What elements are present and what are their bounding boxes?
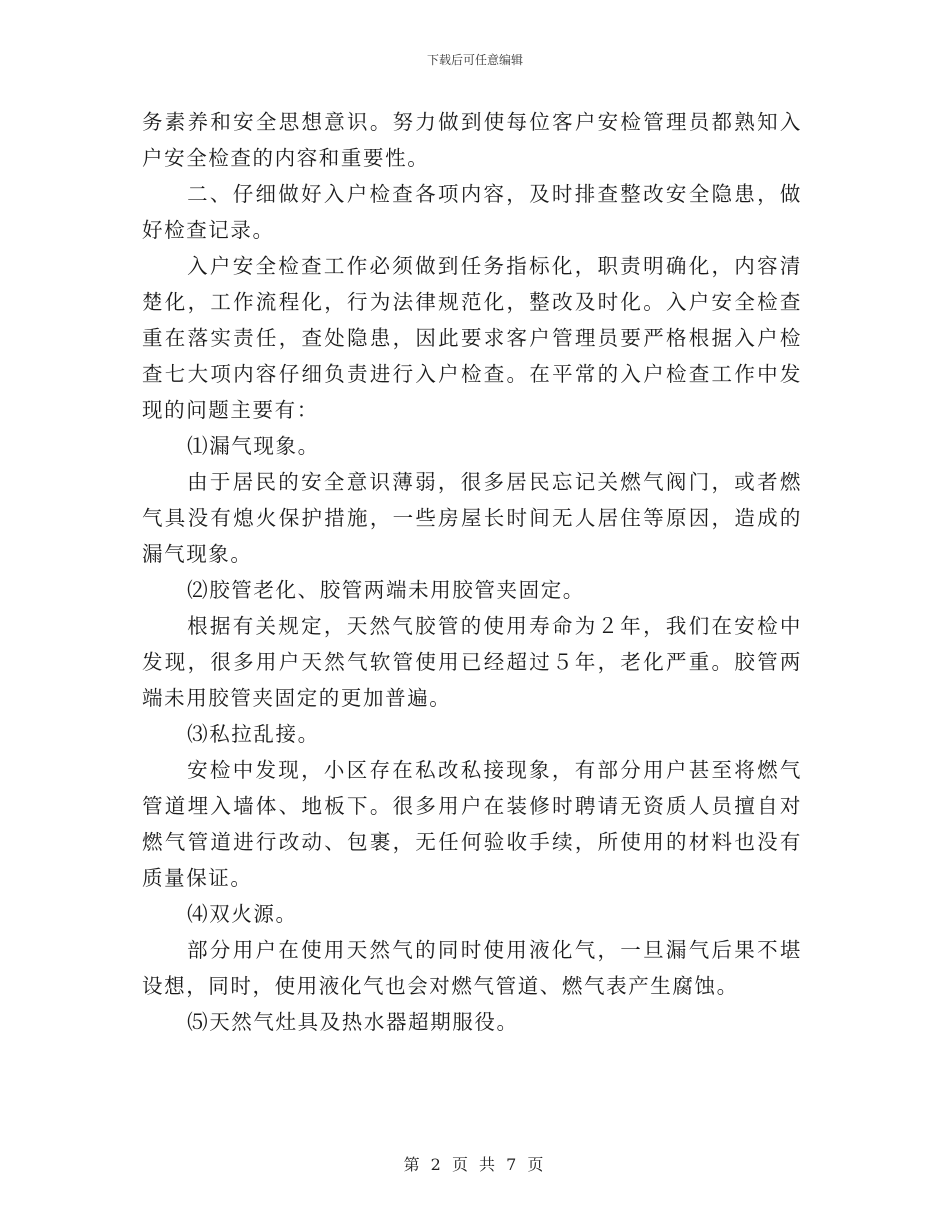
issue-description-2: 根据有关规定，天然气胶管的使用寿命为２年，我们在安检中发现，很多用户天然气软管使用已经超过５年，老化严重。胶管两端未用胶管夹固定的更加普遍。 — [142, 614, 802, 710]
issue-heading-4: ⑷双火源。 — [187, 902, 298, 926]
issue-description-3: 安检中发现，小区存在私改私接现象，有部分用户甚至将燃气管道埋入墙体、地板下。很多用户在装修时聘请无资质人员擅自对燃气管道进行改动、包裹，无任何验收手续，所使用的材料也没有质量保证。 — [142, 758, 802, 890]
issue-heading-5: ⑸天然气灶具及热水器超期服役。 — [187, 1010, 519, 1034]
paragraph-continuation: 务素养和安全思想意识。努力做到使每位客户安检管理员都熟知入户安全检查的内容和重要性。 — [142, 110, 802, 170]
section-heading-2: 二、仔细做好入户检查各项内容，及时排查整改安全隐患，做好检查记录。 — [142, 182, 802, 242]
page-header: 下载后可任意编辑 — [426, 53, 523, 67]
issue-heading-2: ⑵胶管老化、胶管两端未用胶管夹固定。 — [187, 578, 585, 602]
page-number: 第 2 页 共 7 页 — [403, 1155, 547, 1174]
issue-heading-1: ⑴漏气现象。 — [187, 434, 320, 458]
paragraph-requirements: 入户安全检查工作必须做到任务指标化，职责明确化，内容清楚化，工作流程化，行为法律规范化，整改及时化。入户安全检查重在落实责任，查处隐患，因此要求客户管理员要严格根据入户检查七大项内容仔细负责进行入户检查。在平常的入户检查工作中发现的问题主要有： — [142, 254, 802, 422]
issue-heading-3: ⑶私拉乱接。 — [187, 722, 320, 746]
issue-description-4: 部分用户在使用天然气的同时使用液化气，一旦漏气后果不堪设想，同时，使用液化气也会对燃气管道、燃气表产生腐蚀。 — [142, 938, 802, 998]
document-body — [142, 104, 802, 1040]
issue-description-1: 由于居民的安全意识薄弱，很多居民忘记关燃气阀门，或者燃气具没有熄火保护措施，一些房屋长时间无人居住等原因，造成的漏气现象。 — [142, 470, 802, 566]
